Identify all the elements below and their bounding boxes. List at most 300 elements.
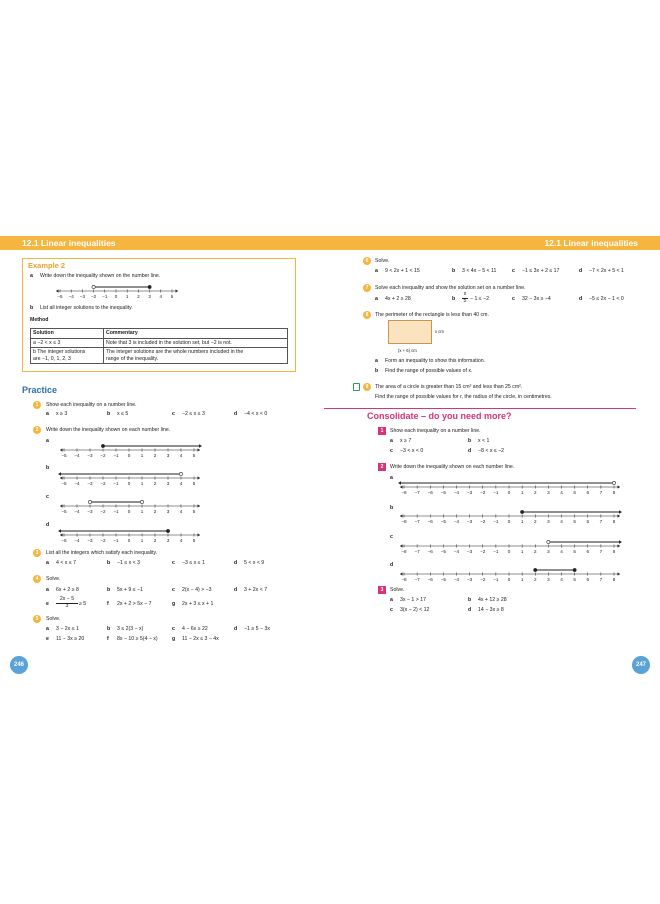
cq2a-number-line-tick-label: 8 — [612, 490, 616, 495]
q2c-number-line-arrow-left — [60, 504, 63, 507]
table-row2-commentary-line1: The integer solutions are the whole numbers included in the — [106, 349, 244, 355]
q4e-label: e — [46, 601, 49, 607]
q2c-number-line-tick-label: −3 — [87, 509, 93, 514]
q2d-number-line-tick-label: 1 — [140, 538, 144, 543]
cq2a-label: a — [390, 475, 393, 481]
cq2b-number-line-tick-label: 6 — [586, 519, 590, 524]
cq1b-text: x < 1 — [478, 438, 490, 444]
calculator-icon — [353, 383, 360, 391]
cq2d-number-line-tick-label: −4 — [453, 577, 460, 582]
table-header-solution: Solution — [31, 329, 104, 339]
example-number-line-arrow-right — [176, 289, 179, 292]
cq2d-number-line-tick-label: −2 — [480, 577, 486, 582]
cq1a-text: x ≥ 7 — [400, 438, 412, 444]
cq1d-label: d — [468, 448, 472, 454]
q2b-number-line-tick-label: −4 — [74, 481, 80, 486]
example-number-line-tick-label: −2 — [90, 294, 97, 299]
cq2d-number-line-tick-label: −1 — [493, 577, 499, 582]
q4g-text: 2x + 3 ≤ x + 1 — [182, 601, 214, 607]
cq2c-number-line-tick-label: −6 — [427, 549, 433, 554]
cq2a-number-line-arrow-right — [618, 485, 621, 488]
cq2a-number-line-tick-label: 4 — [560, 490, 563, 495]
q6b-label: b — [452, 268, 456, 274]
q2a-number-line-tick-label: 2 — [153, 453, 157, 458]
q6d-text: −7 < 2x + 5 < 1 — [589, 268, 624, 274]
cq2d-number-line-tick-label: 4 — [560, 577, 563, 582]
q3-text: List all the integers which satisfy each inequality. — [46, 550, 158, 556]
cq2a-number-line-tick-label: 0 — [507, 490, 511, 495]
q2a-number-line-tick-label: −1 — [113, 453, 119, 458]
cq3d-text: 14 − 3x ≥ 8 — [478, 607, 504, 613]
q2c-number-line-endpoint — [88, 500, 91, 503]
cq2a-number-line-tick-label: 6 — [586, 490, 590, 495]
q4d-label: d — [234, 587, 238, 593]
example-number-line-endpoint — [148, 285, 151, 288]
cq2b-number-line-tick-label: −3 — [467, 519, 473, 524]
q7-text: Solve each inequality and show the solution set on a number line. — [375, 285, 526, 291]
q2b-label: b — [46, 465, 50, 471]
rectangle-side-label: x cm — [435, 329, 444, 334]
q5d-label: d — [234, 626, 238, 632]
example-number-line-tick-label: −1 — [102, 294, 108, 299]
cq2d-number-line-tick-label: 7 — [599, 577, 603, 582]
q2d-number-line-tick-label: 5 — [192, 538, 196, 543]
cq1a-label: a — [390, 438, 393, 444]
q6c-text: −1 ≤ 3x + 2 ≤ 17 — [522, 268, 560, 274]
right-chapter-header: 12.1 Linear inequalities — [330, 236, 660, 250]
q2c-number-line-tick-label: 1 — [140, 509, 144, 514]
cq2a-number-line-tick-label: −3 — [467, 490, 473, 495]
example-number-line-tick-label: −4 — [68, 294, 74, 299]
question-number-3: 3 — [33, 549, 41, 557]
q6a-text: 9 < 2x + 1 < 15 — [385, 268, 420, 274]
q5d-text: −1 ≥ 5 − 3x — [244, 626, 270, 632]
cq2d-number-line-endpoint — [534, 568, 537, 571]
cq2c-number-line-tick-label: 8 — [612, 549, 616, 554]
question-number-4: 4 — [33, 575, 41, 583]
cq3b-text: 4x + 12 ≥ 28 — [478, 597, 507, 603]
q7b-label: b — [452, 296, 456, 302]
q1d-text: −4 < x < 0 — [244, 411, 268, 417]
q2a-number-line-arrow-right — [198, 448, 201, 451]
q2a-number-line-tick-label: 3 — [166, 453, 170, 458]
question-number-2: 2 — [33, 426, 41, 434]
q3a-text: 4 < x ≤ 7 — [56, 560, 77, 566]
q5-text: Solve. — [46, 616, 61, 622]
cq2a-number-line-tick-label: −6 — [427, 490, 433, 495]
q8a-label: a — [375, 358, 378, 364]
q2-text: Write down the inequality shown on each number line. — [46, 427, 171, 433]
cq2c-number-line-tick-label: −5 — [440, 549, 446, 554]
table-row2-commentary-line2: range of the inequality. — [106, 355, 159, 362]
table-row1-solution: a −2 < x ≤ 3 — [31, 338, 104, 348]
cq2d-number-line-tick-label: 8 — [612, 577, 616, 582]
cq2b-number-line-tick-label: −4 — [453, 519, 460, 524]
cq2b-number-line-tick-label: −6 — [427, 519, 433, 524]
q2d-number-line-tick-label: 0 — [127, 538, 131, 543]
example-number-line-tick-label: 3 — [148, 294, 151, 299]
cq3d-label: d — [468, 607, 472, 613]
cq3-text: Solve. — [390, 587, 405, 593]
cq2a-number-line-arrow-left — [400, 485, 403, 488]
q2d-number-line-tick-label: −4 — [74, 538, 80, 543]
cq2b-number-line-tick-label: 0 — [507, 519, 511, 524]
table-header-commentary: Commentary — [104, 329, 288, 339]
q2a-number-line-tick-label: 5 — [192, 453, 196, 458]
q3c-text: −3 ≤ x ≤ 1 — [182, 560, 205, 566]
q1b-text: x ≤ 5 — [117, 411, 129, 417]
q7d-label: d — [579, 296, 583, 302]
cq2c-number-line-endpoint — [547, 540, 550, 543]
cq2b-number-line-tick-label: 7 — [599, 519, 603, 524]
cq2c-number-line-tick-label: 0 — [507, 549, 511, 554]
q3d-label: d — [234, 560, 238, 566]
cq2a-number-line-solution-ray-arrow — [398, 481, 401, 485]
q8b-text: Find the range of possible values of x. — [385, 368, 473, 374]
example-number-line-endpoint — [92, 285, 95, 288]
cq2c-number-line-tick-label: 6 — [586, 549, 590, 554]
q4f-text: 2x + 2 > 5x − 7 — [117, 601, 152, 607]
q2b-number-line-tick-label: 1 — [140, 481, 144, 486]
q2a-number-line-tick-label: 0 — [127, 453, 131, 458]
q4c-text: 2(x − 4) > −3 — [182, 587, 212, 593]
q5g-label: g — [172, 636, 176, 642]
cq2c-number-line-tick-label: 1 — [520, 549, 524, 554]
cq2c-number-line-tick-label: 4 — [560, 549, 563, 554]
cq2c-number-line-arrow-right — [618, 544, 621, 547]
q2a-number-line-arrow-left — [60, 448, 63, 451]
q2b-number-line-arrow-right — [198, 476, 201, 479]
example-number-line-tick-label: 5 — [170, 294, 174, 299]
q2d-number-line-tick-label: −3 — [87, 538, 93, 543]
cq2b-number-line-tick-label: −1 — [493, 519, 499, 524]
cq3b-label: b — [468, 597, 472, 603]
cq2b-number-line-tick-label: 3 — [547, 519, 550, 524]
cq2d-number-line-tick-label: 3 — [547, 577, 550, 582]
q2c-number-line-tick-label: 4 — [179, 509, 183, 514]
q8a-text: Form an inequality to show this information. — [385, 358, 486, 364]
q4-text: Solve. — [46, 576, 61, 582]
q2c-number-line-tick-label: −1 — [113, 509, 119, 514]
q2b-number-line-tick-label: 0 — [127, 481, 131, 486]
q7b-rest: − 1 ≤ −2 — [470, 296, 489, 302]
consolidate-question-number-3: 3 — [378, 586, 386, 594]
q2b-number-line-arrow-left — [60, 476, 63, 479]
q7b-numerator: x — [463, 291, 467, 297]
q3b-label: b — [107, 560, 111, 566]
cq2b-number-line-tick-label: 2 — [533, 519, 537, 524]
q2b-number-line-tick-label: −3 — [87, 481, 93, 486]
cq2d-number-line-tick-label: 5 — [573, 577, 576, 582]
cq2b-number-line-tick-label: −8 — [401, 519, 407, 524]
example-part-a-text: Write down the inequality shown on the number line. — [40, 273, 161, 279]
q5c-text: 4 − 6x ≥ 22 — [182, 626, 208, 632]
example-part-b-label: b — [30, 305, 34, 311]
cq2b-number-line-endpoint — [521, 510, 524, 513]
cq3c-text: 3(x − 2) < 12 — [400, 607, 430, 613]
table-row2-solution-line1: b The integer solutions — [33, 349, 86, 355]
cq2c-number-line-tick-label: 5 — [573, 549, 576, 554]
cq2c-number-line-solution-ray-arrow — [619, 540, 622, 544]
q5e-label: e — [46, 636, 49, 642]
q5c-label: c — [172, 626, 175, 632]
example-number-line-tick-label: 1 — [125, 294, 129, 299]
example-number-line-arrow-left — [56, 289, 59, 292]
cq1c-label: c — [390, 448, 393, 454]
cq2d-number-line-tick-label: −8 — [401, 577, 407, 582]
q2a-number-line-solution-ray-arrow — [199, 444, 202, 448]
cq2a-number-line-tick-label: 7 — [599, 490, 603, 495]
q2c-number-line-tick-label: 3 — [166, 509, 170, 514]
cq2c-number-line-tick-label: −8 — [401, 549, 407, 554]
cq1b-label: b — [468, 438, 472, 444]
cq3c-label: c — [390, 607, 393, 613]
consolidate-heading: Consolidate – do you need more? — [367, 411, 512, 421]
cq1d-text: −8 < x ≤ −2 — [478, 448, 505, 454]
example-part-b-text: List all integer solutions to the inequality. — [40, 305, 133, 311]
practice-heading: Practice — [22, 385, 58, 395]
q2d-number-line-arrow-right — [198, 533, 201, 536]
q1a-label: a — [46, 411, 49, 417]
question-number-9: 9 — [363, 383, 371, 391]
q7d-text: −5 ≤ 2x − 1 < 0 — [589, 296, 624, 302]
q6a-label: a — [375, 268, 378, 274]
cq2d-number-line-tick-label: 1 — [520, 577, 524, 582]
q5b-label: b — [107, 626, 111, 632]
q2d-number-line-tick-label: 3 — [166, 538, 170, 543]
q5b-text: 3 ≤ 2(3 − x) — [117, 626, 144, 632]
q2d-number-line-endpoint — [166, 529, 169, 532]
q4e-rest: ≥ 5 — [79, 601, 87, 607]
page-number-left: 246 — [10, 656, 28, 674]
cq2b-number-line-tick-label: 5 — [573, 519, 576, 524]
cq2d-number-line-tick-label: −7 — [414, 577, 420, 582]
question-number-5: 5 — [33, 615, 41, 623]
cq2b-label: b — [390, 505, 394, 511]
q2c-number-line-tick-label: −2 — [100, 509, 106, 514]
q7a-text: 4x + 2 ≥ 28 — [385, 296, 411, 302]
q2a-number-line-tick-label: 4 — [179, 453, 183, 458]
cq2d-number-line-arrow-left — [400, 572, 403, 575]
cq2c-number-line-tick-label: −4 — [453, 549, 460, 554]
q2b-number-line-tick-label: −1 — [113, 481, 119, 486]
cq2b-number-line-tick-label: 4 — [560, 519, 563, 524]
q2c-number-line-tick-label: 0 — [127, 509, 131, 514]
q6-text: Solve. — [375, 258, 390, 264]
q9-text: The area of a circle is greater than 15 cm² and less than 25 cm². — [375, 384, 523, 390]
example-number-line-tick-label: 2 — [137, 294, 140, 299]
q7b-denominator: 5 — [463, 298, 467, 304]
q1a-text: x ≥ 3 — [56, 411, 68, 417]
q2d-number-line-tick-label: 4 — [179, 538, 183, 543]
q3b-text: −1 ≤ x < 3 — [117, 560, 141, 566]
q2c-number-line-tick-label: 2 — [153, 509, 157, 514]
cq2a-number-line-tick-label: −8 — [401, 490, 407, 495]
cq2d-number-line-tick-label: 6 — [586, 577, 590, 582]
cq2d-label: d — [390, 562, 394, 568]
cq2a-number-line-tick-label: 1 — [520, 490, 524, 495]
consolidate-divider — [324, 408, 636, 409]
cq2c-number-line-arrow-left — [400, 544, 403, 547]
q1d-label: d — [234, 411, 238, 417]
cq2b-number-line-arrow-left — [400, 514, 403, 517]
question-number-7: 7 — [363, 284, 371, 292]
q9-text-line2: Find the range of possible values for r, the radius of the circle, in centimetres. — [375, 394, 552, 400]
q4a-text: 6x + 2 ≥ 8 — [56, 587, 79, 593]
cq1-text: Show each inequality on a number line. — [390, 428, 481, 434]
q4a-label: a — [46, 587, 49, 593]
q3a-label: a — [46, 560, 49, 566]
table-row2-solution — [31, 348, 104, 364]
q2d-number-line-tick-label: −2 — [100, 538, 106, 543]
q6b-text: 3 < 4x − 5 < 11 — [462, 268, 497, 274]
q4f-label: f — [107, 601, 109, 607]
q1b-label: b — [107, 411, 111, 417]
cq2c-number-line-tick-label: −7 — [414, 549, 420, 554]
q2c-label: c — [46, 494, 49, 500]
cq2a-number-line-endpoint — [612, 481, 615, 484]
rectangle-bottom-label: (x + 6) cm — [398, 348, 417, 353]
question-number-1: 1 — [33, 401, 41, 409]
q4e-denominator: 3 — [65, 603, 69, 609]
q2b-number-line-tick-label: 3 — [166, 481, 170, 486]
cq2c-number-line-tick-label: 3 — [547, 549, 550, 554]
cq2b-number-line-tick-label: −2 — [480, 519, 486, 524]
cq2a-number-line-tick-label: −1 — [493, 490, 499, 495]
example-number-line-tick-label: −5 — [57, 294, 63, 299]
q2d-number-line-arrow-left — [60, 533, 63, 536]
q2a-label: a — [46, 438, 49, 444]
cq2c-number-line-tick-label: 7 — [599, 549, 603, 554]
cq2c-number-line-tick-label: 2 — [533, 549, 537, 554]
cq2d-number-line-tick-label: −6 — [427, 577, 433, 582]
q2c-number-line-endpoint — [140, 500, 143, 503]
q4e-numerator: 2x − 5 — [56, 597, 78, 604]
q7a-label: a — [375, 296, 378, 302]
q2a-number-line-endpoint — [101, 444, 104, 447]
cq3a-text: 3x − 1 > 17 — [400, 597, 426, 603]
rectangle-diagram — [388, 320, 432, 344]
cq2b-number-line-solution-ray-arrow — [619, 510, 622, 514]
cq2a-number-line-tick-label: −7 — [414, 490, 420, 495]
q2a-number-line-tick-label: 1 — [140, 453, 144, 458]
cq2b-number-line-arrow-right — [618, 514, 621, 517]
q6d-label: d — [579, 268, 583, 274]
q1c-label: c — [172, 411, 175, 417]
q3c-label: c — [172, 560, 175, 566]
cq2a-number-line-tick-label: −2 — [480, 490, 486, 495]
table-row1-commentary: Note that 3 is included in the solution set, but −2 is not. — [104, 338, 288, 348]
q7c-label: c — [512, 296, 515, 302]
question-number-6: 6 — [363, 257, 371, 265]
q2c-number-line-tick-label: −5 — [61, 509, 67, 514]
solution-table — [30, 328, 288, 364]
cq2d-number-line-tick-label: 0 — [507, 577, 511, 582]
q6c-label: c — [512, 268, 515, 274]
q2d-number-line-tick-label: 2 — [153, 538, 157, 543]
consolidate-question-number-1: 1 — [378, 427, 386, 435]
q2b-number-line-tick-label: −2 — [100, 481, 106, 486]
q4g-label: g — [172, 601, 176, 607]
cq2d-number-line-tick-label: 2 — [533, 577, 537, 582]
cq3a-label: a — [390, 597, 393, 603]
q1c-text: −2 ≤ x ≤ 3 — [182, 411, 205, 417]
q5f-text: 8x − 10 ≥ 5(4 − x) — [117, 636, 158, 642]
page-number-right: 247 — [632, 656, 650, 674]
cq2c-number-line-tick-label: −3 — [467, 549, 473, 554]
q5f-label: f — [107, 636, 109, 642]
q1-text: Show each inequality on a number line. — [46, 402, 137, 408]
q2d-number-line-tick-label: −1 — [113, 538, 119, 543]
cq2b-number-line-tick-label: −5 — [440, 519, 446, 524]
q8b-label: b — [375, 368, 379, 374]
q5a-text: 3 − 2x ≤ 1 — [56, 626, 79, 632]
q2c-number-line-tick-label: −4 — [74, 509, 80, 514]
q2d-label: d — [46, 522, 50, 528]
q5g-text: 11 − 2x ≤ 3 − 4x — [182, 636, 219, 642]
cq2a-number-line-tick-label: 2 — [533, 490, 537, 495]
q8-text: The perimeter of the rectangle is less than 40 cm. — [375, 312, 489, 318]
table-row2-commentary — [104, 348, 288, 364]
cq2d-number-line-tick-label: −3 — [467, 577, 473, 582]
q2b-number-line-tick-label: 4 — [179, 481, 183, 486]
cq2b-number-line-tick-label: 8 — [612, 519, 616, 524]
cq2c-number-line-tick-label: −1 — [493, 549, 499, 554]
cq2d-number-line-arrow-right — [618, 572, 621, 575]
q5a-label: a — [46, 626, 49, 632]
q3d-text: 5 < x < 9 — [244, 560, 265, 566]
q2a-number-line-tick-label: −2 — [100, 453, 106, 458]
q2b-number-line-tick-label: 5 — [192, 481, 196, 486]
q2b-number-line-solution-ray-arrow — [58, 472, 61, 476]
q2a-number-line-tick-label: −3 — [87, 453, 93, 458]
q2b-number-line-endpoint — [179, 472, 182, 475]
q4b-text: 5x + 9 ≤ −1 — [117, 587, 143, 593]
consolidate-question-number-2: 2 — [378, 463, 386, 471]
cq2c-number-line-tick-label: −2 — [480, 549, 486, 554]
cq2d-number-line-endpoint — [573, 568, 576, 571]
cq2b-number-line-tick-label: −7 — [414, 519, 420, 524]
example-part-a-label: a — [30, 273, 33, 279]
example-number-line-tick-label: −3 — [79, 294, 86, 299]
cq2c-label: c — [390, 534, 393, 540]
method-title: Method — [30, 317, 49, 323]
cq1c-text: −3 < x < 0 — [400, 448, 424, 454]
q2d-number-line-tick-label: −5 — [61, 538, 67, 543]
example-number-line-tick-label: 0 — [114, 294, 118, 299]
table-row2-solution-line2: are −1, 0, 1, 2, 3 — [33, 355, 71, 362]
q2b-number-line-tick-label: 2 — [153, 481, 157, 486]
q2a-number-line-tick-label: −4 — [74, 453, 80, 458]
q2b-number-line-tick-label: −5 — [61, 481, 67, 486]
q2d-number-line-solution-ray-arrow — [58, 529, 61, 533]
q4c-label: c — [172, 587, 175, 593]
q5e-text: 11 − 3x ≥ 20 — [56, 636, 85, 642]
q4b-label: b — [107, 587, 111, 593]
example-number-line-tick-label: 4 — [159, 294, 163, 299]
question-number-8: 8 — [363, 311, 371, 319]
cq2b-number-line-tick-label: 1 — [520, 519, 524, 524]
cq2a-number-line-tick-label: 3 — [547, 490, 550, 495]
cq2a-number-line-tick-label: 5 — [573, 490, 576, 495]
cq2d-number-line-tick-label: −5 — [440, 577, 446, 582]
q4d-text: 3 + 2x < 7 — [244, 587, 268, 593]
q7c-text: 32 − 3x ≥ −4 — [522, 296, 551, 302]
q2a-number-line-tick-label: −5 — [61, 453, 67, 458]
cq2a-number-line-tick-label: −4 — [453, 490, 460, 495]
left-chapter-header: 12.1 Linear inequalities — [0, 236, 330, 250]
q2c-number-line-arrow-right — [198, 504, 201, 507]
